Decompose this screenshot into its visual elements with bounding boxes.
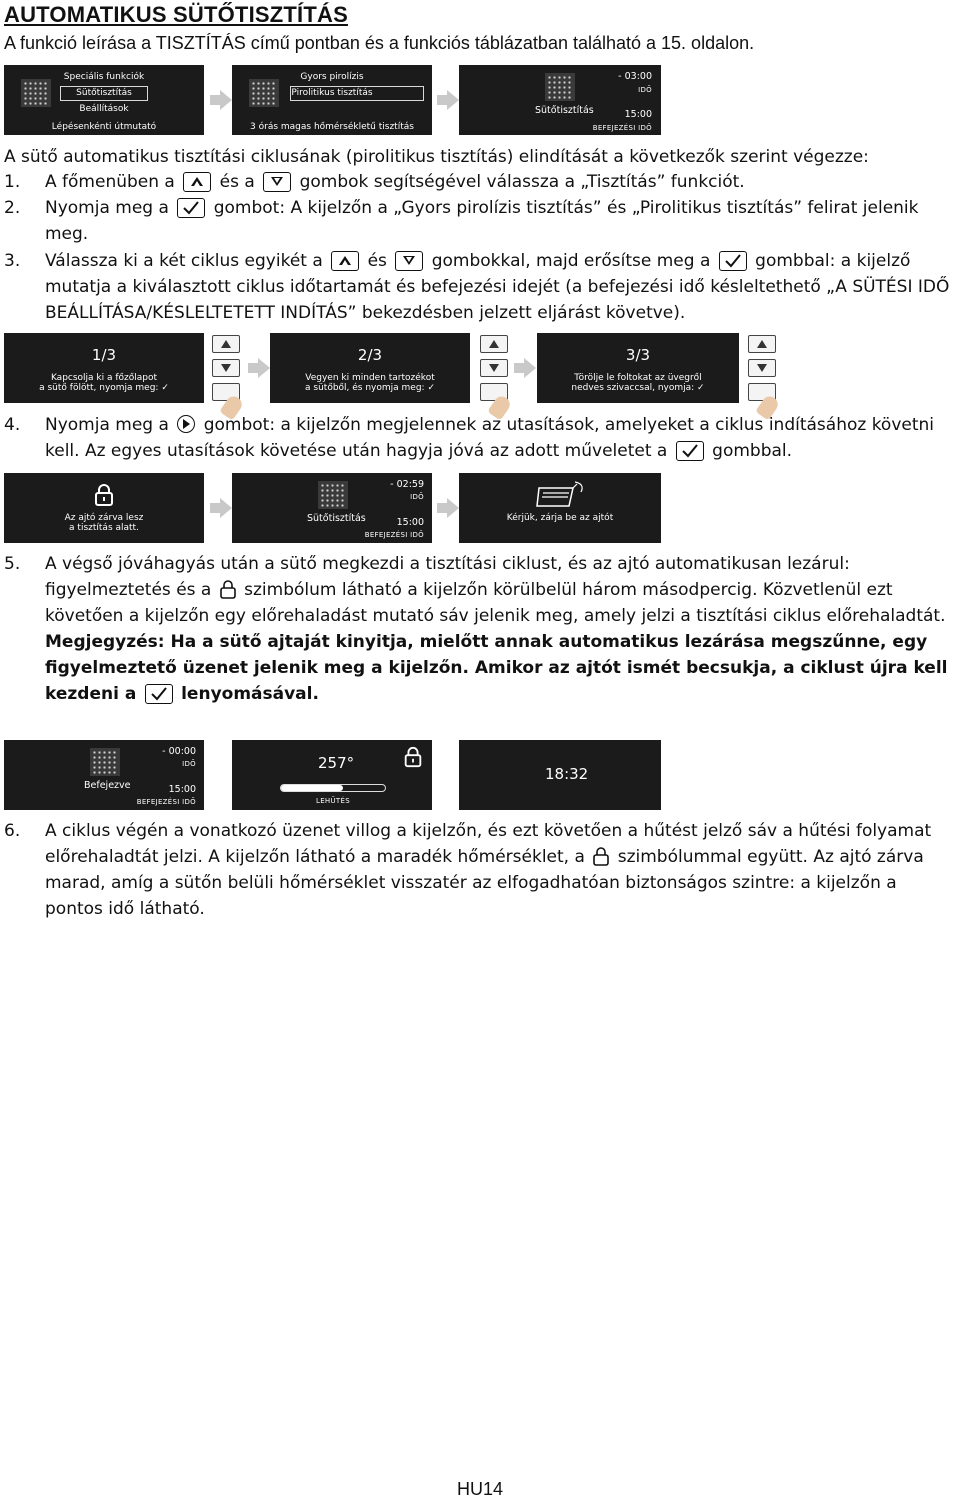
display-instruction-1: [4, 333, 204, 403]
end-time-caption: BEFEJEZÉSI IDŐ: [136, 798, 196, 806]
intro-text: A sütő automatikus tisztítási ciklusának (pirolitikus tisztítás) elindítását a következők szerint végezze:: [4, 147, 869, 167]
arrow-right-icon: [258, 358, 270, 378]
remaining-time: - 03:00: [618, 71, 652, 82]
menu-item-oven-cleaning: Sütőtisztítás: [76, 88, 132, 98]
oven-grid-icon: [320, 483, 346, 507]
display-close-door: [459, 473, 661, 543]
control-buttons: [748, 335, 776, 401]
arrow-right-icon: [524, 358, 536, 378]
lock-icon: [92, 483, 116, 507]
instruction-step: 3/3: [625, 346, 651, 364]
menu-item-settings: Beállítások: [79, 104, 129, 114]
confirm-button-icon: [719, 251, 747, 271]
remaining-time-caption: IDŐ: [638, 86, 652, 94]
arrow-right-icon: [220, 90, 232, 110]
function-label: Sütőtisztítás: [307, 513, 366, 524]
display-special-functions: [4, 65, 204, 135]
close-door-message: Kérjük, zárja be az ajtót: [506, 513, 614, 523]
up-button-icon: [331, 251, 359, 271]
end-time: 15:00: [624, 109, 652, 120]
control-buttons: [480, 335, 508, 401]
display-cycle-finished: [4, 740, 204, 810]
end-time-caption: BEFEJEZÉSI IDŐ: [364, 531, 424, 539]
start-button-icon: [177, 415, 195, 433]
end-time: 15:00: [396, 517, 424, 528]
down-button-icon: [395, 251, 423, 271]
instruction-line-1: Törölje le foltokat az üvegről: [574, 373, 702, 383]
lock-icon: [219, 579, 237, 599]
page-subheading: A funkció leírása a TISZTÍTÁS című pontban és a funkciós táblázatban található a 15. oldalon.: [4, 33, 755, 53]
display-cooling: [232, 740, 432, 810]
arrow-right-icon: [447, 498, 459, 518]
display-clock: [459, 740, 661, 810]
finished-label: Befejezve: [84, 780, 131, 791]
display-cleaning-running: [232, 473, 432, 543]
up-button-icon: [183, 172, 211, 192]
instruction-line-2: nedves szivaccsal, nyomja: ✓: [571, 383, 705, 393]
instruction-line-2: a sütőből, és nyomja meg: ✓: [305, 383, 435, 393]
warning-line-2: a tisztítás alatt.: [69, 523, 139, 533]
cooling-progress-bar: [280, 784, 386, 792]
remaining-time-caption: IDŐ: [182, 760, 196, 768]
lock-icon: [402, 745, 424, 769]
residual-temperature: 257°: [318, 754, 355, 772]
confirm-button-icon: [177, 198, 205, 218]
end-time-caption: BEFEJEZÉSI IDŐ: [592, 124, 652, 132]
option-pyrolytic-cleaning: Pirolitikus tisztítás: [291, 88, 373, 98]
instruction-line-1: Vegyen ki minden tartozékot: [305, 373, 435, 383]
down-button-icon: [263, 172, 291, 192]
arrow-right-icon: [220, 498, 232, 518]
menu-item-special-functions: Speciális funkciók: [63, 72, 145, 82]
instruction-step: 2/3: [357, 346, 383, 364]
oven-grid-icon: [547, 75, 573, 99]
arrow-right-icon: [447, 90, 459, 110]
confirm-button-icon: [145, 684, 173, 704]
instruction-step: 1/3: [91, 346, 117, 364]
option-description: 3 órás magas hőmérsékletű tisztítás: [250, 122, 414, 132]
display-instruction-2: [270, 333, 470, 403]
lock-icon: [592, 846, 610, 866]
control-buttons: [212, 335, 240, 401]
instruction-line-1: Kapcsolja ki a főzőlapot: [50, 373, 158, 383]
page-heading: AUTOMATIKUS SÜTŐTISZTÍTÁS: [4, 2, 348, 27]
display-cleaning-time: [459, 65, 661, 135]
clock-time: 18:32: [545, 765, 589, 783]
option-quick-pyrolysis: Gyors pirolízis: [300, 72, 364, 82]
oven-door-icon: [535, 480, 589, 508]
page-number: HU14: [456, 1479, 504, 1499]
warning-line-1: Az ajtó zárva lesz: [64, 513, 144, 523]
display-instruction-3: [537, 333, 739, 403]
remaining-time: - 02:59: [390, 479, 424, 490]
menu-item-step-guide: Lépésenkénti útmutató: [51, 122, 157, 132]
display-door-lock-warning: [4, 473, 204, 543]
remaining-time-caption: IDŐ: [410, 493, 424, 501]
end-time: 15:00: [168, 784, 196, 795]
function-label: Sütőtisztítás: [535, 105, 594, 116]
oven-grid-icon: [92, 750, 118, 774]
cooling-label: LEHŰTÉS: [316, 797, 350, 805]
remaining-time: - 00:00: [162, 746, 196, 757]
display-pyrolysis-options: [232, 65, 432, 135]
confirm-button-icon: [676, 441, 704, 461]
instruction-line-2: a sütő fölött, nyomja meg: ✓: [39, 383, 169, 393]
